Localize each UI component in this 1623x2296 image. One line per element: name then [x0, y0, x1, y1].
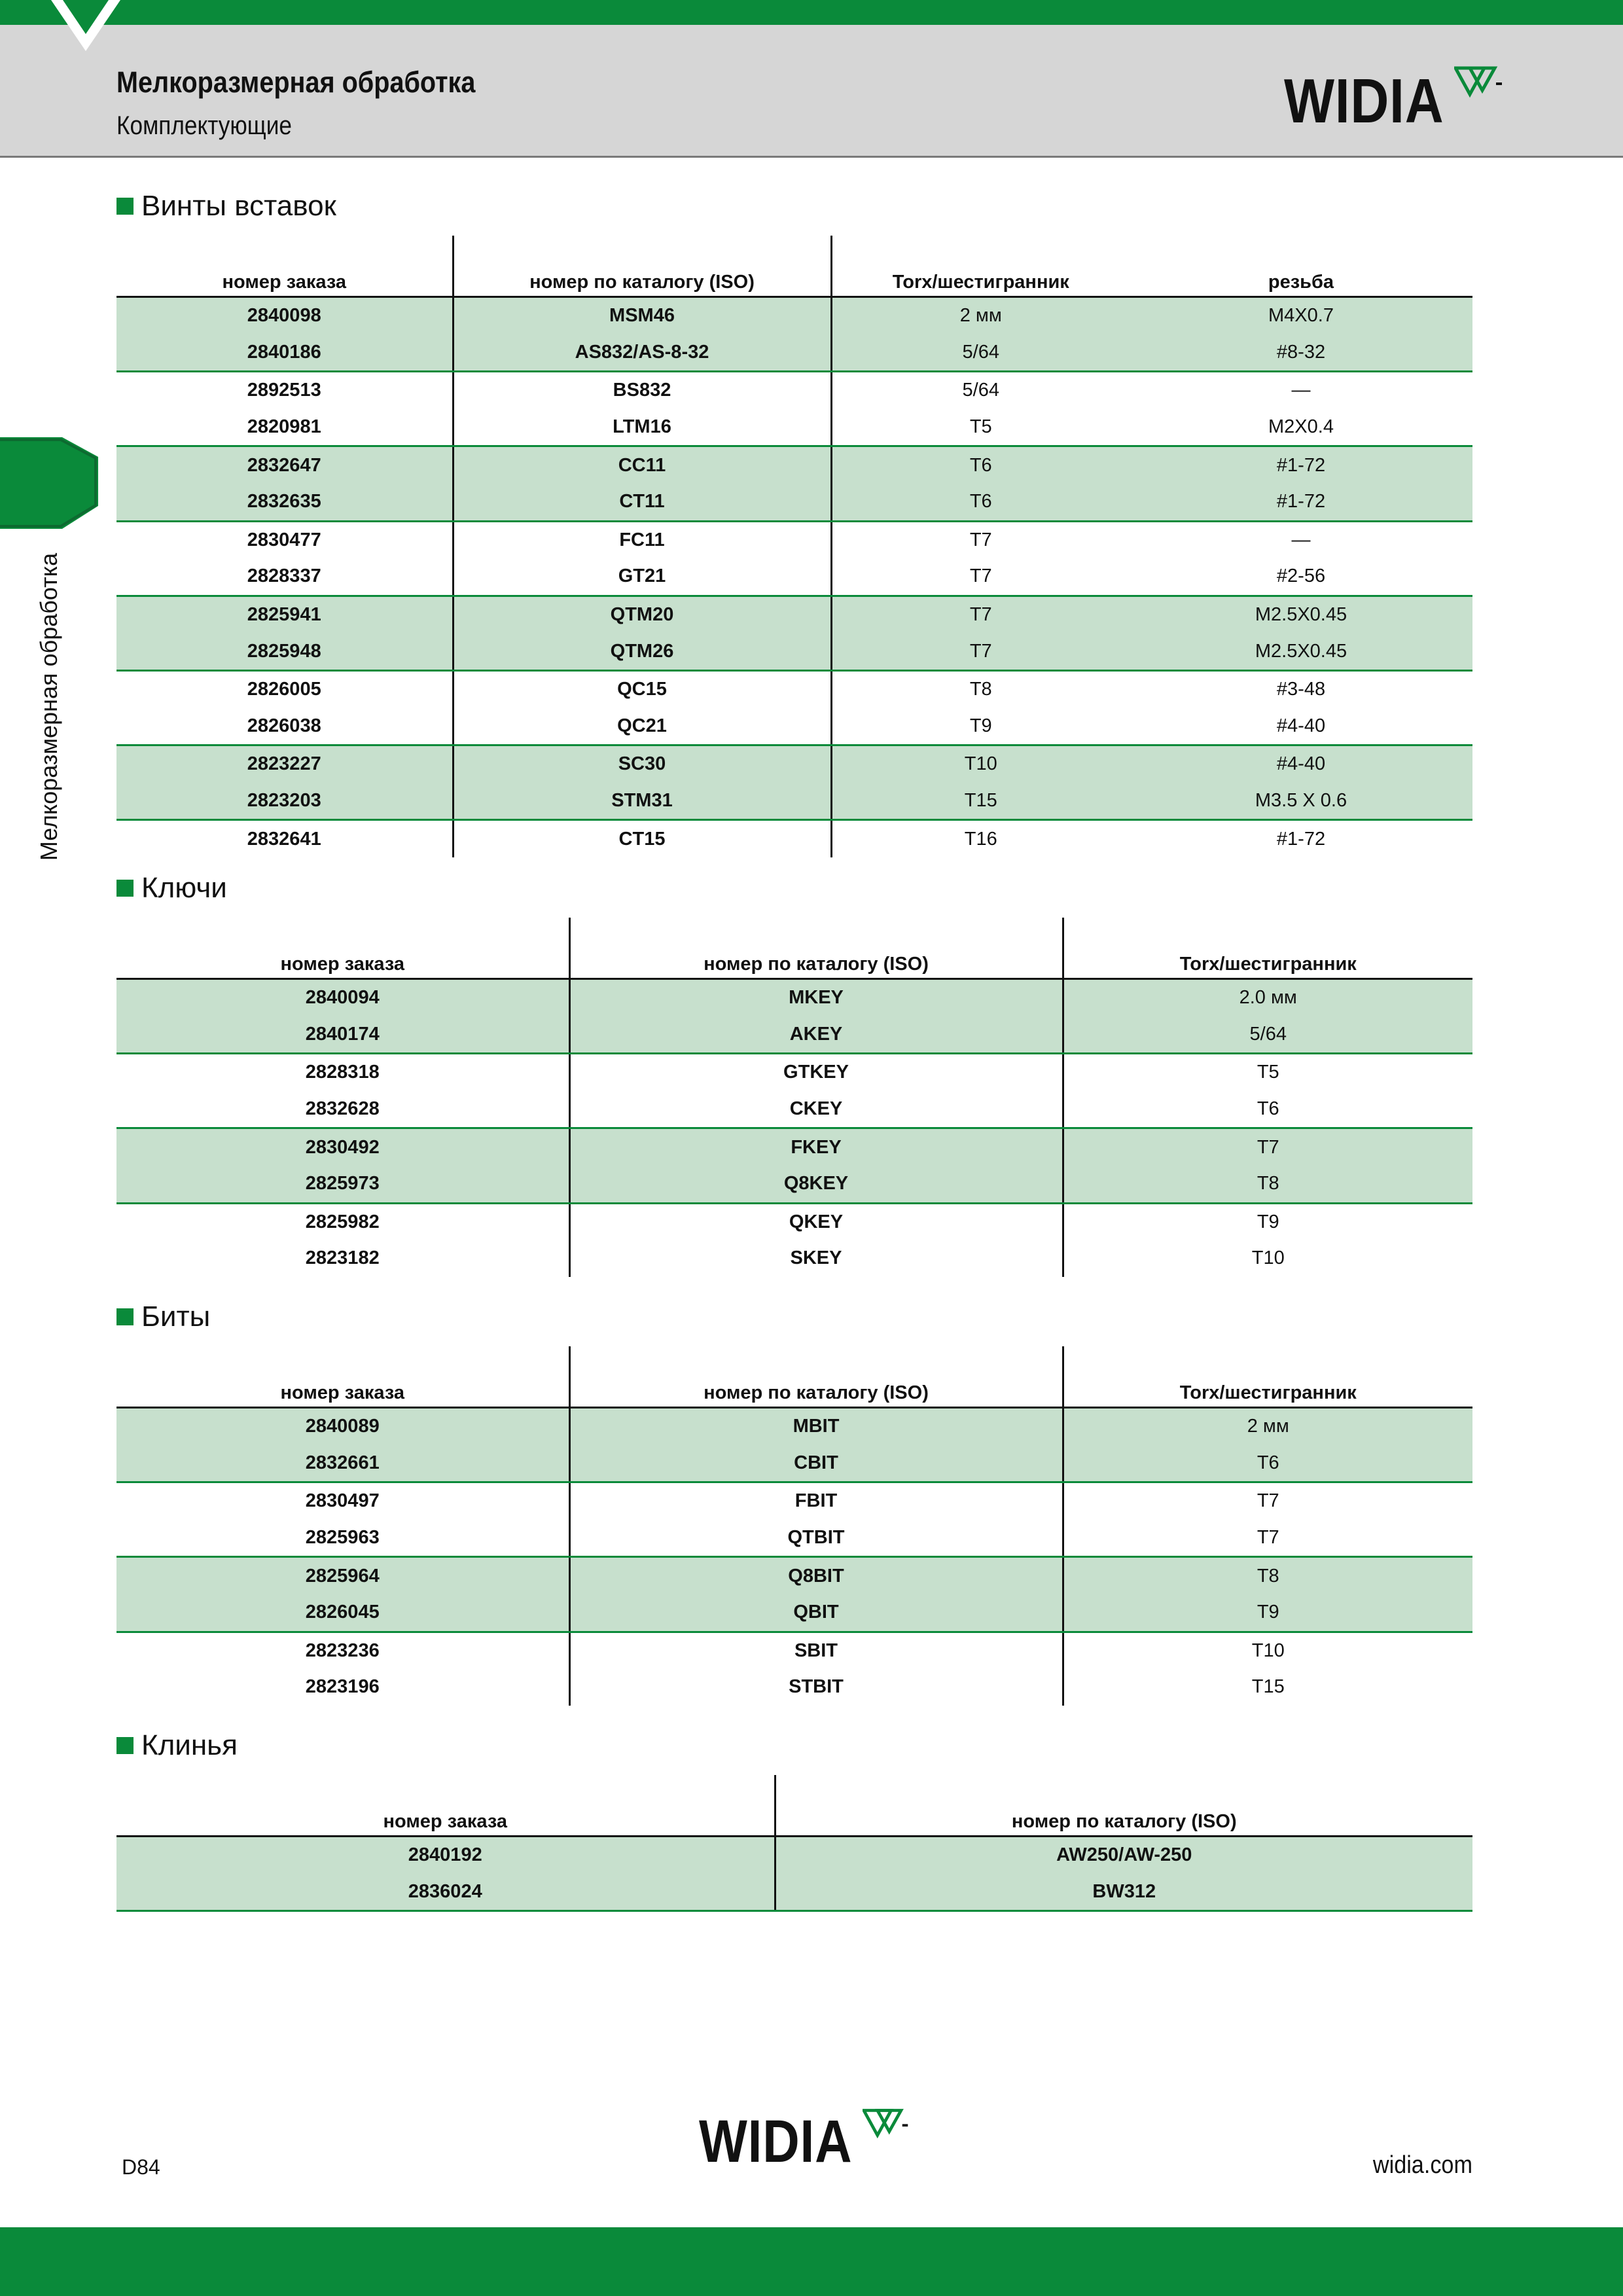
- torx-hex-cell: 2.0 мм: [1063, 979, 1472, 1016]
- order-number-cell: 2826005: [116, 670, 453, 708]
- catalog-number-cell: Q8BIT: [569, 1557, 1063, 1594]
- col-header: Torx/шестигранник: [831, 236, 1130, 297]
- order-number-cell: 2828318: [116, 1054, 569, 1091]
- table-row: [116, 1874, 1472, 1911]
- table-row: [116, 1166, 1472, 1203]
- order-number-cell: 2830477: [116, 521, 453, 558]
- table-row: [116, 372, 1472, 409]
- table-row: [116, 1128, 1472, 1166]
- order-number-cell: 2840098: [116, 297, 453, 334]
- table-row: [116, 1016, 1472, 1054]
- order-number-cell: 2823227: [116, 745, 453, 783]
- catalog-number-cell: AKEY: [569, 1016, 1063, 1054]
- torx-hex-cell: T15: [831, 783, 1130, 820]
- col-header: резьба: [1130, 236, 1472, 297]
- order-number-cell: 2826038: [116, 708, 453, 745]
- table-row: [116, 708, 1472, 745]
- catalog-number-cell: CT15: [453, 820, 831, 857]
- widia-triangle-icon: [863, 2108, 911, 2148]
- torx-hex-cell: T6: [1063, 1091, 1472, 1128]
- thread-cell: #4-40: [1130, 745, 1472, 783]
- order-number-cell: 2823203: [116, 783, 453, 820]
- page-title: Мелкоразмерная обработка: [116, 65, 476, 99]
- torx-hex-cell: T7: [831, 596, 1130, 633]
- order-number-cell: 2892513: [116, 372, 453, 409]
- catalog-number-cell: MSM46: [453, 297, 831, 334]
- catalog-number-cell: SBIT: [569, 1632, 1063, 1669]
- order-number-cell: 2840089: [116, 1408, 569, 1445]
- thread-cell: M3.5 X 0.6: [1130, 783, 1472, 820]
- page-subtitle: Комплектующие: [116, 111, 292, 140]
- torx-hex-cell: T7: [1257, 1490, 1279, 1512]
- catalog-number-cell: FBIT: [569, 1482, 1063, 1520]
- torx-hex-cell: T10: [1251, 1640, 1285, 1661]
- table-row: [116, 745, 1472, 783]
- catalog-number-cell: CBIT: [569, 1445, 1063, 1482]
- order-number-cell: 2832641: [116, 820, 453, 857]
- torx-hex-cell: T8: [1063, 1166, 1472, 1203]
- col-header: номер по каталогу (ISO): [569, 1346, 1063, 1408]
- order-number-cell: 2840094: [116, 979, 569, 1016]
- torx-hex-cell: T8: [1063, 1557, 1472, 1594]
- green-square-icon: [116, 1308, 134, 1325]
- table-row: [116, 670, 1472, 708]
- col-header: номер заказа: [116, 1346, 569, 1408]
- section-title-text: Ключи: [141, 872, 227, 904]
- torx-hex-cell: T9: [1063, 1594, 1472, 1632]
- bits-table: [116, 1346, 1472, 1706]
- section-title-text: Клинья: [141, 1729, 238, 1761]
- catalog-number-cell: QKEY: [569, 1203, 1063, 1240]
- table-row: [116, 979, 1472, 1016]
- green-square-icon: [116, 198, 134, 215]
- torx-hex-cell: T16: [964, 828, 997, 850]
- table-row: [116, 1091, 1472, 1128]
- page-header: [0, 25, 1623, 158]
- top-green-bar: [0, 0, 1623, 25]
- header-notch-green: [63, 0, 109, 34]
- order-number-cell: 2823196: [116, 1669, 569, 1706]
- order-number-cell: 2840192: [116, 1837, 775, 1874]
- order-number-cell: 2832628: [116, 1091, 569, 1128]
- table-row: [116, 1557, 1472, 1594]
- thread-cell: M2.5X0.45: [1130, 633, 1472, 670]
- torx-hex-cell: T5: [831, 409, 1130, 446]
- section-title-wedges: [116, 1729, 238, 1762]
- table-row: [116, 1445, 1472, 1482]
- table-row: [116, 1408, 1472, 1445]
- catalog-number-cell: QTBIT: [569, 1520, 1063, 1557]
- catalog-number-cell: Q8KEY: [569, 1166, 1063, 1203]
- order-number-cell: 2823236: [116, 1632, 569, 1669]
- order-number-cell: 2825982: [116, 1203, 569, 1240]
- thread-cell: #4-40: [1130, 708, 1472, 745]
- screws-table: [116, 236, 1472, 857]
- thread-cell: M4X0.7: [1130, 297, 1472, 334]
- table-row: [116, 1203, 1472, 1240]
- footer-logo-text: WIDIA: [699, 2108, 853, 2175]
- catalog-number-cell: AW250/AW-250: [775, 1837, 1472, 1874]
- section-title-bits: [116, 1300, 210, 1333]
- thread-cell: —: [1291, 380, 1311, 401]
- catalog-number-cell: BS832: [453, 372, 831, 409]
- catalog-number-cell: STBIT: [569, 1669, 1063, 1706]
- catalog-number-cell: QTM20: [453, 596, 831, 633]
- logo-text: WIDIA: [1284, 66, 1444, 136]
- table-row: [116, 521, 1472, 558]
- torx-hex-cell: T5: [1257, 1062, 1279, 1083]
- torx-hex-cell: T7: [1063, 1128, 1472, 1166]
- col-header: номер по каталогу (ISO): [775, 1775, 1472, 1837]
- torx-hex-cell: T7: [1063, 1520, 1472, 1557]
- torx-hex-cell: 2 мм: [1063, 1408, 1472, 1445]
- order-number-cell: 2826045: [116, 1594, 569, 1632]
- catalog-number-cell: SKEY: [569, 1240, 1063, 1277]
- catalog-number-cell: CT11: [453, 484, 831, 521]
- green-square-icon: [116, 1737, 134, 1754]
- table-row: [116, 1482, 1472, 1520]
- table-row: [116, 558, 1472, 596]
- catalog-number-cell: STM31: [453, 783, 831, 820]
- table-row: [116, 1669, 1472, 1706]
- thread-cell: #2-56: [1130, 558, 1472, 596]
- torx-hex-cell: T6: [1063, 1445, 1472, 1482]
- order-number-cell: 2825941: [116, 596, 453, 633]
- order-number-cell: 2825964: [116, 1557, 569, 1594]
- table-row: [116, 633, 1472, 670]
- table-row: [116, 820, 1472, 857]
- torx-hex-cell: T10: [831, 745, 1130, 783]
- table-row: [116, 1594, 1472, 1632]
- table-row: [116, 1632, 1472, 1669]
- order-number-cell: 2823182: [116, 1240, 569, 1277]
- keys-table: [116, 918, 1472, 1277]
- widia-triangle-icon: [1454, 65, 1505, 107]
- torx-hex-cell: T9: [831, 708, 1130, 745]
- thread-cell: #3-48: [1276, 679, 1326, 700]
- section-title-text: Винты вставок: [141, 190, 336, 222]
- thread-cell: #8-32: [1130, 334, 1472, 372]
- section-title-keys: [116, 872, 227, 905]
- order-number-cell: 2836024: [116, 1874, 775, 1911]
- catalog-number-cell: GTKEY: [569, 1054, 1063, 1091]
- catalog-number-cell: LTM16: [453, 409, 831, 446]
- catalog-number-cell: MKEY: [569, 979, 1063, 1016]
- order-number-cell: 2820981: [116, 409, 453, 446]
- catalog-number-cell: MBIT: [569, 1408, 1063, 1445]
- thread-cell: M2X0.4: [1130, 409, 1472, 446]
- torx-hex-cell: T8: [969, 679, 992, 700]
- table-row: [116, 596, 1472, 633]
- torx-hex-cell: T15: [1251, 1676, 1285, 1698]
- thread-cell: M2.5X0.45: [1130, 596, 1472, 633]
- side-tab-marker: [0, 437, 98, 529]
- table-row: [116, 1054, 1472, 1091]
- section-title-screws: [116, 190, 336, 223]
- catalog-number-cell: FKEY: [569, 1128, 1063, 1166]
- col-header: номер по каталогу (ISO): [569, 918, 1063, 979]
- page-number: D84: [122, 2155, 160, 2179]
- torx-hex-cell: T7: [831, 633, 1130, 670]
- torx-hex-cell: T10: [1251, 1247, 1285, 1269]
- col-header: Torx/шестигранник: [1063, 1346, 1472, 1408]
- thread-cell: #1-72: [1130, 446, 1472, 484]
- torx-hex-cell: T7: [831, 558, 1130, 596]
- bottom-green-bar: [0, 2227, 1623, 2296]
- table-row: [116, 297, 1472, 334]
- torx-hex-cell: T6: [831, 484, 1130, 521]
- wedges-table: [116, 1775, 1472, 1912]
- catalog-number-cell: SC30: [453, 745, 831, 783]
- section-title-text: Биты: [141, 1300, 211, 1333]
- torx-hex-cell: 5/64: [831, 334, 1130, 372]
- table-row: [116, 1240, 1472, 1277]
- table-row: [116, 1837, 1472, 1874]
- order-number-cell: 2840174: [116, 1016, 569, 1054]
- table-row: [116, 334, 1472, 372]
- order-number-cell: 2825973: [116, 1166, 569, 1203]
- order-number-cell: 2840186: [116, 334, 453, 372]
- catalog-number-cell: QC21: [453, 708, 831, 745]
- website-link[interactable]: widia.com: [1372, 2151, 1472, 2179]
- side-label: Мелкоразмерная обработка: [35, 552, 62, 861]
- torx-hex-cell: 5/64: [1063, 1016, 1472, 1054]
- green-square-icon: [116, 880, 134, 897]
- thread-cell: —: [1291, 529, 1311, 550]
- table-row: [116, 1520, 1472, 1557]
- footer-widia-logo: [699, 2108, 911, 2176]
- col-header: номер заказа: [116, 1775, 775, 1837]
- table-row: [116, 409, 1472, 446]
- catalog-number-cell: QC15: [453, 670, 831, 708]
- order-number-cell: 2832661: [116, 1445, 569, 1482]
- order-number-cell: 2832647: [116, 446, 453, 484]
- catalog-number-cell: CC11: [453, 446, 831, 484]
- torx-hex-cell: T7: [969, 529, 992, 550]
- col-header: номер заказа: [116, 236, 453, 297]
- order-number-cell: 2825948: [116, 633, 453, 670]
- catalog-number-cell: QTM26: [453, 633, 831, 670]
- catalog-number-cell: CKEY: [569, 1091, 1063, 1128]
- table-row: [116, 484, 1472, 521]
- order-number-cell: 2832635: [116, 484, 453, 521]
- order-number-cell: 2830497: [116, 1482, 569, 1520]
- torx-hex-cell: T6: [831, 446, 1130, 484]
- catalog-number-cell: AS832/AS-8-32: [453, 334, 831, 372]
- torx-hex-cell: T9: [1257, 1211, 1279, 1232]
- widia-logo: [1284, 65, 1505, 137]
- thread-cell: #1-72: [1130, 484, 1472, 521]
- order-number-cell: 2828337: [116, 558, 453, 596]
- col-header: номер заказа: [116, 918, 569, 979]
- thread-cell: #1-72: [1276, 828, 1326, 850]
- col-header: Torx/шестигранник: [1063, 918, 1472, 979]
- table-row: [116, 446, 1472, 484]
- torx-hex-cell: 2 мм: [831, 297, 1130, 334]
- order-number-cell: 2830492: [116, 1128, 569, 1166]
- order-number-cell: 2825963: [116, 1520, 569, 1557]
- catalog-number-cell: FC11: [453, 521, 831, 558]
- catalog-number-cell: QBIT: [569, 1594, 1063, 1632]
- catalog-number-cell: GT21: [453, 558, 831, 596]
- torx-hex-cell: 5/64: [962, 380, 999, 401]
- catalog-number-cell: BW312: [775, 1874, 1472, 1911]
- col-header: номер по каталогу (ISO): [453, 236, 831, 297]
- table-row: [116, 783, 1472, 820]
